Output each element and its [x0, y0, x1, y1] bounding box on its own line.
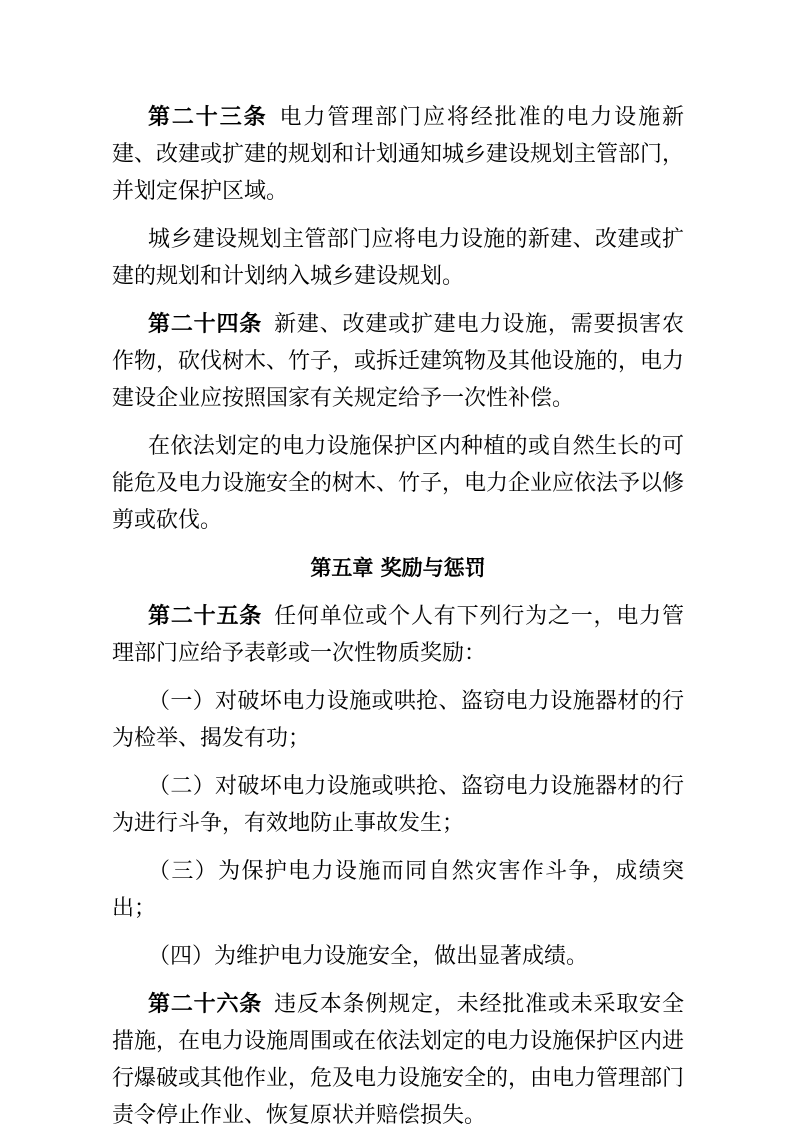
article-26-title: 第二十六条 [148, 992, 263, 1017]
article-23-paragraph-1 [112, 99, 684, 210]
article-25-item-2: （二）对破坏电力设施或哄抢、盗窃电力设施器材的行为进行斗争，有效地防止事故发生； [112, 774, 684, 836]
document-page [112, 99, 684, 1145]
article-25-item-4: （四）为维护电力设施安全，做出显著成绩。 [148, 944, 589, 969]
article-25-title: 第二十五条 [148, 604, 263, 629]
article-24-title: 第二十四条 [148, 312, 263, 337]
chapter-heading: 第五章 奖励与惩罚 [310, 556, 486, 580]
article-23-paragraph-2: 城乡建设规划主管部门应将电力设施的新建、改建或扩建的规划和计划纳入城乡建设规划。 [112, 227, 684, 289]
article-25-text-1: 任何单位或个人有下列行为之一，电力管理部门应给予表彰或一次性物质奖励： [112, 604, 684, 666]
article-24-paragraph-1 [112, 306, 684, 417]
article-24-text-1: 新建、改建或扩建电力设施，需要损害农作物，砍伐树木、竹子，或拆迁建筑物及其他设施的，电力建设企业应按照国家有关规定给予一次性补偿。 [112, 312, 685, 411]
article-25-paragraph-1 [112, 598, 684, 672]
article-23-text-1: 电力管理部门应将经批准的电力设施新建、改建或扩建的规划和计划通知城乡建设规划主管部门，并划定保护区域。 [112, 105, 685, 204]
article-26-paragraph-1 [112, 986, 684, 1134]
article-23-title: 第二十三条 [148, 105, 268, 130]
article-26-text-1: 违反本条例规定，未经批准或未采取安全措施，在电力设施周围或在依法划定的电力设施保护区内进行爆破或其他作业，危及电力设施安全的，由电力管理部门责令停止作业、恢复原状并赔偿损失。 [112, 992, 685, 1128]
article-25-item-3: （三）为保护电力设施而同自然灾害作斗争，成绩突出； [112, 859, 684, 921]
article-25-item-1: （一）对破坏电力设施或哄抢、盗窃电力设施器材的行为检举、揭发有功； [112, 689, 684, 751]
article-24-paragraph-2: 在依法划定的电力设施保护区内种植的或自然生长的可能危及电力设施安全的树木、竹子，电力企业应依法予以修剪或砍伐。 [112, 434, 685, 533]
